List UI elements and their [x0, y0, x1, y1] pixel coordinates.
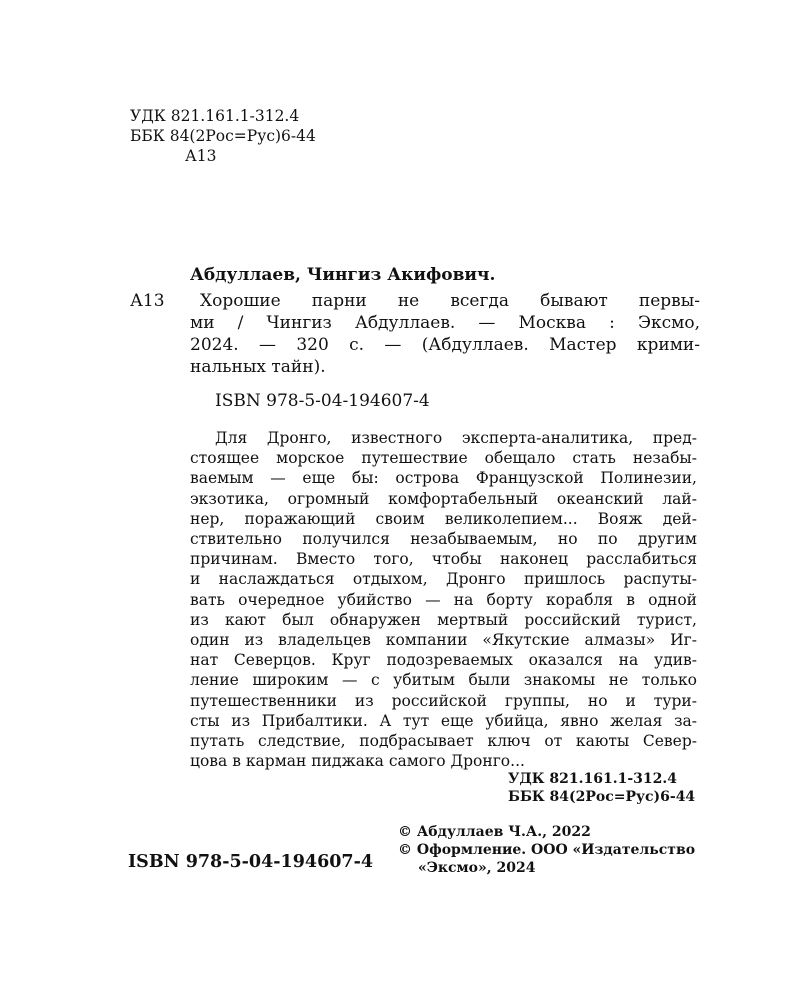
annotation-line: Для Дронго, известного эксперта-аналитика, пред-: [215, 429, 697, 447]
copyright-line: © Абдуллаев Ч.А., 2022: [398, 824, 591, 840]
annotation-line: нат Северцов. Круг подозреваемых оказался на удив-: [190, 651, 697, 670]
copyright-block: [398, 823, 695, 877]
annotation-line: из кают был обнаружен мертвый российский турист,: [190, 610, 697, 629]
annotation-line: нер, поражающий своим великолепием... Вояж дей-: [190, 509, 697, 528]
annotation-line: ствительно получился незабываемым, но по другим: [190, 530, 697, 549]
annotation-line: и наслаждаться отдыхом, Дронго пришлось распуты-: [190, 570, 697, 589]
annotation-line: стоящее морское путешествие обещало стать незабы-: [190, 449, 697, 468]
annotation-line: ваемым — еще бы: острова Французской Полинезии,: [190, 469, 697, 488]
annotation-line: один из владельцев компании «Якутские алмазы» Иг-: [190, 631, 697, 650]
udk-code: УДК 821.161.1-312.4: [130, 107, 300, 125]
description-line: Хорошие парни не всегда бывают первы-: [200, 291, 700, 311]
description-line: 2024. — 320 с. — (Абдуллаев. Мастер крими-: [190, 335, 700, 355]
annotation: [190, 428, 697, 771]
description-line: нальных тайн).: [190, 357, 326, 377]
bibliographic-description: [190, 290, 700, 378]
description-line: ми / Чингиз Абдуллаев. — Москва : Эксмо,: [190, 313, 700, 333]
record-isbn: ISBN 978-5-04-194607-4: [215, 391, 430, 411]
annotation-line: экзотика, огромный комфортабельный океанский лай-: [190, 489, 697, 508]
footer-isbn: ISBN 978-5-04-194607-4: [128, 852, 374, 872]
author-heading: Абдуллаев, Чингиз Акифович.: [190, 265, 496, 285]
bbk-code: ББК 84(2Рос=Рус)6-44: [130, 127, 316, 145]
annotation-line: вать очередное убийство — на борту корабля в одной: [190, 590, 697, 609]
annotation-line: путешественники из российской группы, но и тури-: [190, 691, 697, 710]
footer-udk-code: УДК 821.161.1-312.4: [508, 771, 678, 787]
record-author-mark: А13: [130, 291, 165, 311]
annotation-line: сты из Прибалтики. А тут еще убийца, явно желая за-: [190, 711, 697, 730]
footer-bbk-code: ББК 84(2Рос=Рус)6-44: [508, 789, 696, 805]
annotation-line: ление широким — с убитым были знакомы не только: [190, 671, 697, 690]
annotation-line: путать следствие, подбрасывает ключ от каюты Север-: [190, 732, 697, 751]
annotation-line: причинам. Вместо того, чтобы наконец расслабиться: [190, 550, 697, 569]
annotation-line: цова в карман пиджака самого Дронго...: [190, 752, 525, 771]
copyright-line: © Оформление. ООО «Издательство: [398, 842, 696, 858]
copyright-line: «Эксмо», 2024: [418, 860, 536, 876]
author-mark: А13: [185, 147, 217, 165]
